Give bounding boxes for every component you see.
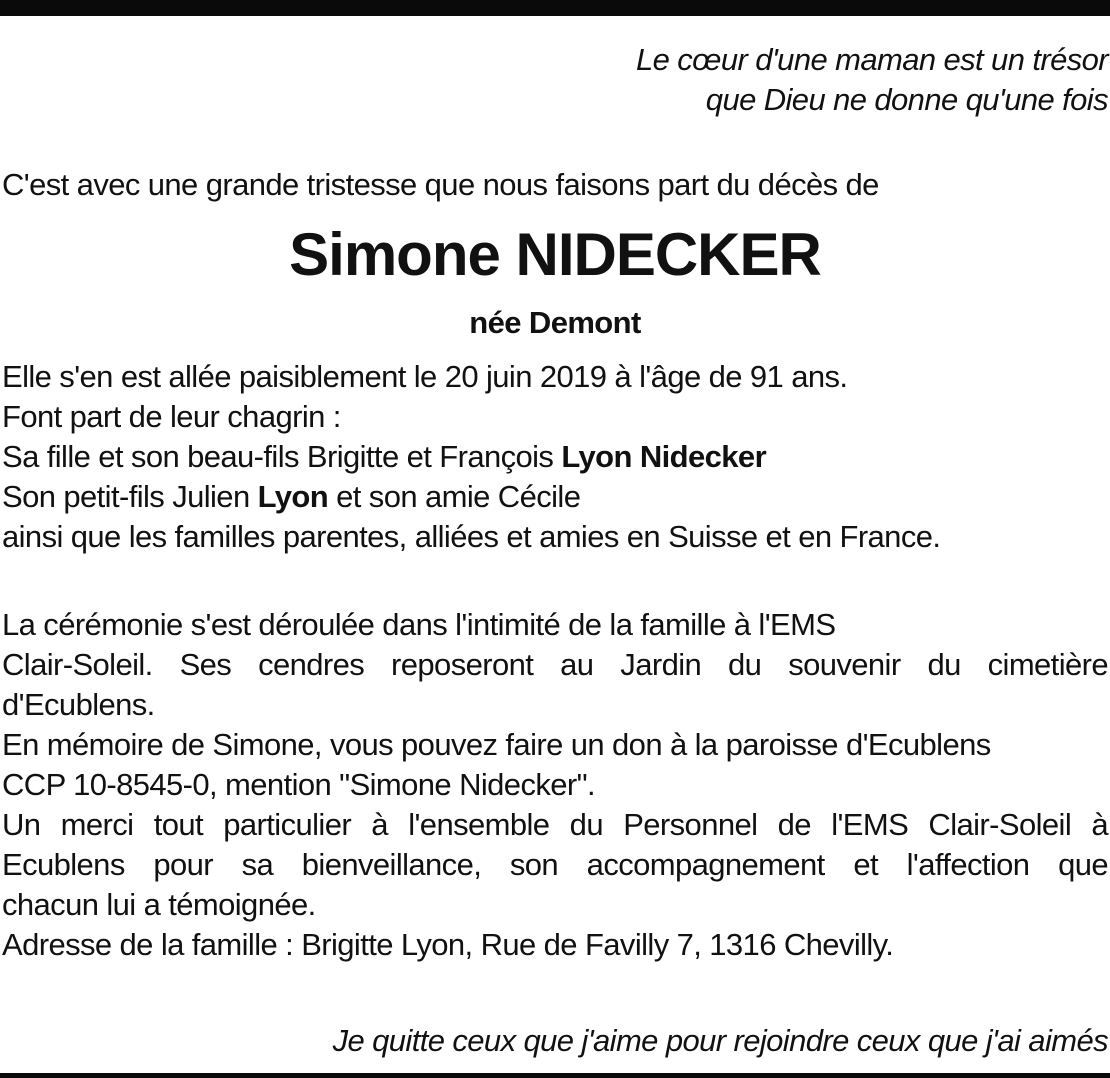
thanks-line-3: chacun lui a témoignée. <box>2 887 316 922</box>
epigraph-quote <box>636 40 1108 120</box>
epigraph-line-2: que Dieu ne donne qu'une fois <box>705 82 1108 117</box>
maiden-name: née Demont <box>469 305 641 340</box>
address-line: Adresse de la famille : Brigitte Lyon, Rue de Favilly 7, 1316 Chevilly. <box>2 927 894 962</box>
thanks-line-1: Un merci tout particulier à l'ensemble du Personnel de l'EMS Clair-Soleil à <box>2 807 1108 842</box>
details-block <box>2 605 1108 965</box>
ceremony-line-2: Clair-Soleil. Ses cendres reposeront au Jardin du souvenir du cimetière <box>2 647 1108 682</box>
daughter-prefix: Sa fille et son beau-fils Brigitte et François <box>2 439 562 474</box>
grandson-line <box>2 477 1108 517</box>
bottom-border-rule <box>0 1073 1110 1078</box>
thanks-line-2: Ecublens pour sa bienveillance, son accompagnement et l'affection que <box>2 847 1108 882</box>
grief-intro-line: Font part de leur chagrin : <box>2 399 341 434</box>
passing-line: Elle s'en est allée paisiblement le 20 juin 2019 à l'âge de 91 ans. <box>2 359 848 394</box>
daughter-line <box>2 437 1108 477</box>
donation-line-2: CCP 10-8545-0, mention "Simone Nidecker". <box>2 767 596 802</box>
families-line: ainsi que les familles parentes, alliées et amies en Suisse et en France. <box>2 519 941 554</box>
ceremony-line-3: d'Ecublens. <box>2 687 155 722</box>
intro-sentence: C'est avec une grande tristesse que nous faisons part du décès de <box>2 167 879 202</box>
daughter-surname: Lyon Nidecker <box>561 439 767 474</box>
announcement-block <box>2 357 1108 557</box>
ceremony-line-1: La cérémonie s'est déroulée dans l'intimité de la famille à l'EMS <box>2 607 836 642</box>
grandson-suffix: et son amie Cécile <box>328 479 581 514</box>
grandson-prefix: Son petit-fils Julien <box>2 479 258 514</box>
donation-line-1: En mémoire de Simone, vous pouvez faire un don à la paroisse d'Ecublens <box>2 727 991 762</box>
grandson-surname: Lyon <box>257 479 329 514</box>
epigraph-line-1: Le cœur d'une maman est un trésor <box>635 42 1108 77</box>
deceased-name: Simone NIDECKER <box>289 221 821 288</box>
closing-quote: Je quitte ceux que j'aime pour rejoindre ceux que j'ai aimés <box>332 1023 1108 1058</box>
